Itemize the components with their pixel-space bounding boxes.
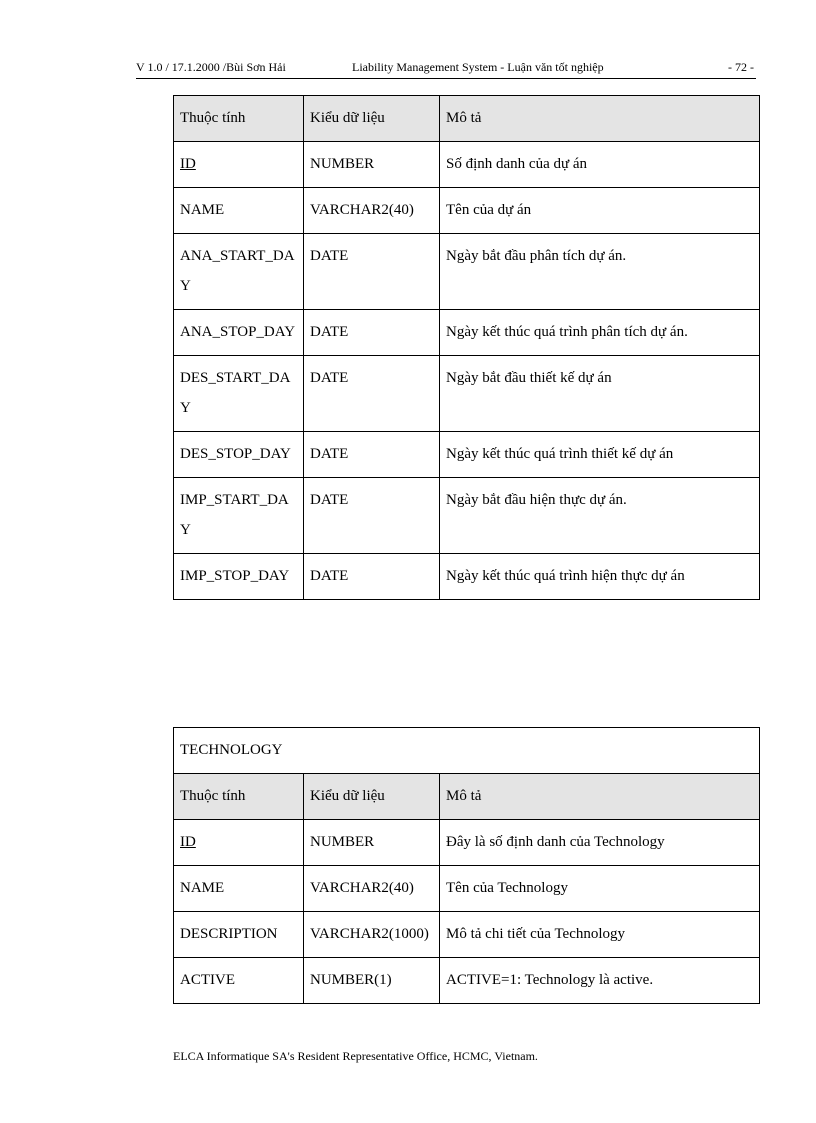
table-row	[174, 432, 760, 478]
datatype-cell: DATE	[304, 554, 440, 600]
column-header-attribute: Thuộc tính	[174, 96, 304, 142]
table-row	[174, 234, 760, 310]
datatype-cell: DATE	[304, 234, 440, 310]
attribute-cell: ID	[174, 142, 304, 188]
table-row	[174, 958, 760, 1004]
table-row	[174, 866, 760, 912]
table-title-row	[174, 728, 760, 774]
table-row	[174, 356, 760, 432]
column-header-description: Mô tả	[440, 96, 760, 142]
table-row	[174, 142, 760, 188]
technology-table	[173, 727, 760, 1004]
description-cell: Ngày bắt đầu hiện thực dự án.	[440, 478, 760, 554]
header-version: V 1.0 / 17.1.2000 /Bùi Sơn Hải	[136, 60, 286, 74]
attribute-cell: DES_START_DAY	[174, 356, 304, 432]
description-cell: Ngày bắt đầu phân tích dự án.	[440, 234, 760, 310]
column-header-attribute: Thuộc tính	[174, 774, 304, 820]
page-number: - 72 -	[728, 60, 754, 74]
page-header	[136, 60, 756, 79]
description-cell: Ngày kết thúc quá trình thiết kế dự án	[440, 432, 760, 478]
description-cell: Ngày kết thúc quá trình phân tích dự án.	[440, 310, 760, 356]
datatype-cell: NUMBER	[304, 142, 440, 188]
table-row	[174, 820, 760, 866]
attribute-cell: DESCRIPTION	[174, 912, 304, 958]
table-title: TECHNOLOGY	[174, 728, 760, 774]
header-title: Liability Management System - Luận văn tốt nghiệp	[352, 60, 604, 74]
datatype-cell: DATE	[304, 478, 440, 554]
attribute-cell: ANA_START_DAY	[174, 234, 304, 310]
table-row	[174, 188, 760, 234]
table-row	[174, 912, 760, 958]
attribute-cell: DES_STOP_DAY	[174, 432, 304, 478]
attribute-cell: ACTIVE	[174, 958, 304, 1004]
attribute-cell: ANA_STOP_DAY	[174, 310, 304, 356]
table-row	[174, 554, 760, 600]
datatype-cell: VARCHAR2(40)	[304, 866, 440, 912]
datatype-cell: DATE	[304, 432, 440, 478]
datatype-cell: DATE	[304, 356, 440, 432]
description-cell: Tên của dự án	[440, 188, 760, 234]
table-row	[174, 310, 760, 356]
column-header-datatype: Kiểu dữ liệu	[304, 96, 440, 142]
description-cell: Đây là số định danh của Technology	[440, 820, 760, 866]
table-header-row	[174, 96, 760, 142]
description-cell: Tên của Technology	[440, 866, 760, 912]
datatype-cell: VARCHAR2(40)	[304, 188, 440, 234]
datatype-cell: VARCHAR2(1000)	[304, 912, 440, 958]
datatype-cell: NUMBER(1)	[304, 958, 440, 1004]
attribute-cell: IMP_STOP_DAY	[174, 554, 304, 600]
page-footer: ELCA Informatique SA's Resident Representative Office, HCMC, Vietnam.	[173, 1049, 538, 1063]
description-cell: Ngày kết thúc quá trình hiện thực dự án	[440, 554, 760, 600]
description-cell: Số định danh của dự án	[440, 142, 760, 188]
description-cell: ACTIVE=1: Technology là active.	[440, 958, 760, 1004]
attribute-cell: NAME	[174, 866, 304, 912]
datatype-cell: NUMBER	[304, 820, 440, 866]
column-header-description: Mô tả	[440, 774, 760, 820]
project-table	[173, 95, 760, 600]
attribute-cell: NAME	[174, 188, 304, 234]
attribute-cell: IMP_START_DAY	[174, 478, 304, 554]
datatype-cell: DATE	[304, 310, 440, 356]
table-header-row	[174, 774, 760, 820]
column-header-datatype: Kiểu dữ liệu	[304, 774, 440, 820]
table-row	[174, 478, 760, 554]
attribute-cell: ID	[174, 820, 304, 866]
description-cell: Ngày bắt đầu thiết kế dự án	[440, 356, 760, 432]
description-cell: Mô tả chi tiết của Technology	[440, 912, 760, 958]
